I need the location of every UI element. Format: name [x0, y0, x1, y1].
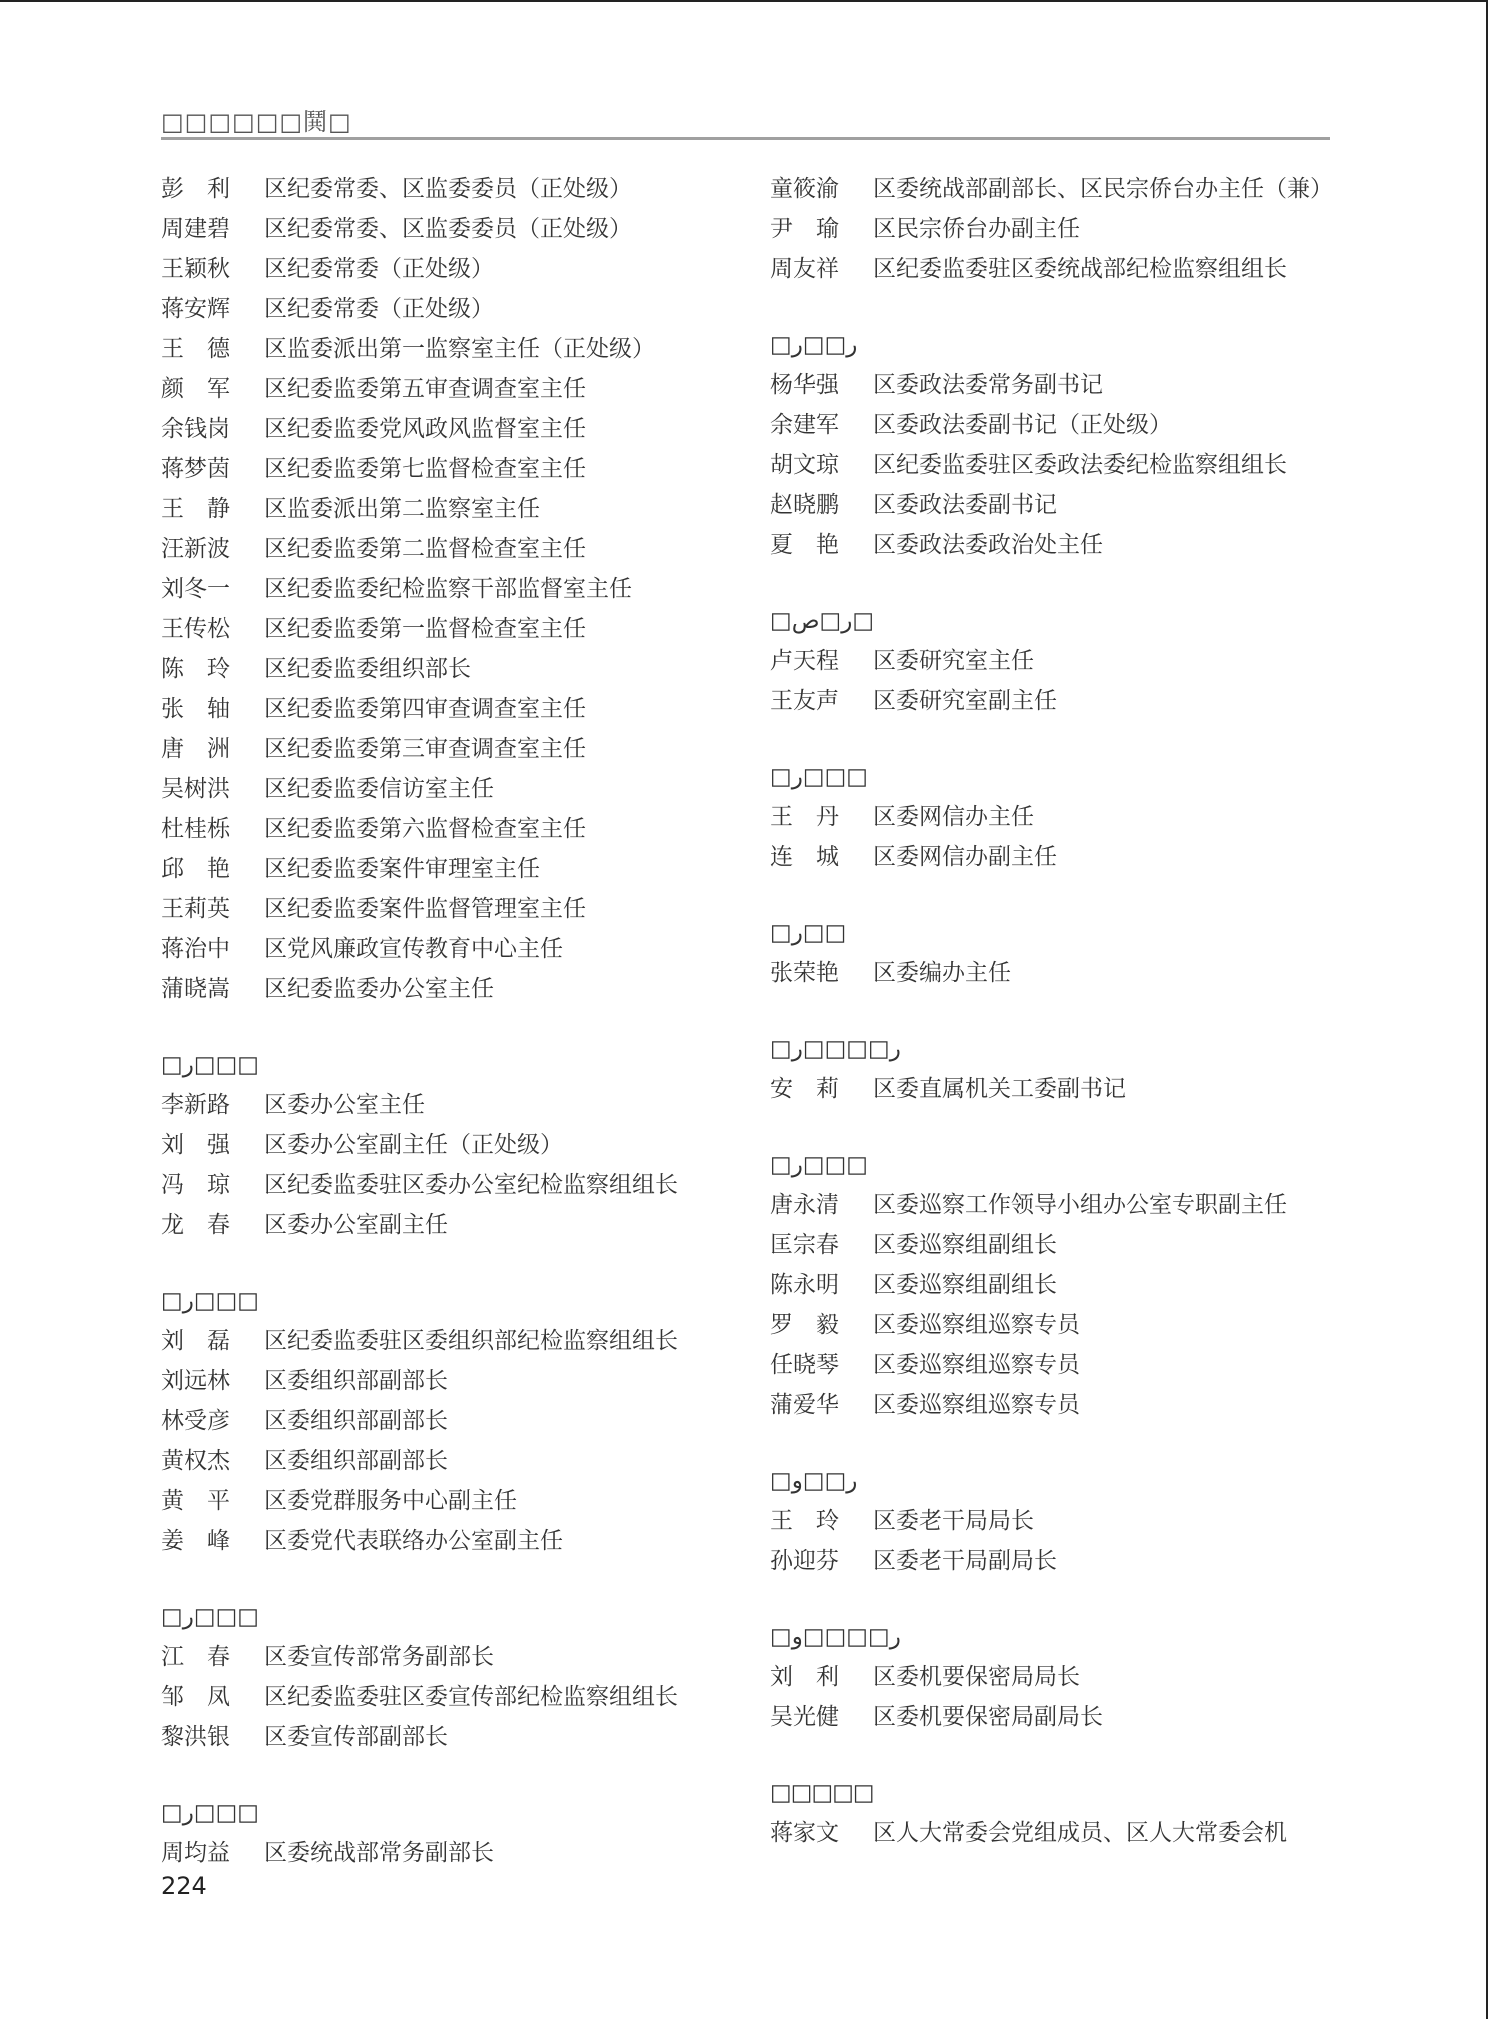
section: [161, 1793, 741, 1873]
person-post: 区委组织部副部长: [264, 1408, 448, 1434]
list-item: [161, 449, 741, 489]
section-title: □ر□□و: [770, 1468, 858, 1494]
section: [770, 1773, 1350, 1853]
list-item: [161, 649, 741, 689]
section: [770, 601, 1350, 721]
section-title: □ر□□□: [161, 1288, 260, 1314]
list-item: [770, 209, 1350, 249]
list-item: [161, 1165, 741, 1205]
person-name: 夏 艳: [770, 532, 839, 558]
person-name: 彭 利: [161, 176, 230, 202]
person-name: 蒲爱华: [770, 1392, 839, 1418]
list-item: [161, 289, 741, 329]
section: [770, 1461, 1350, 1581]
person-name: 王 德: [161, 336, 230, 362]
list-item: [770, 1813, 1350, 1853]
person-name: 唐 洲: [161, 736, 230, 762]
person-post: 区委网信办主任: [873, 804, 1034, 830]
list-item: [161, 1833, 741, 1873]
list-item: [770, 1069, 1350, 1109]
list-item: [161, 849, 741, 889]
list-item: [161, 1441, 741, 1481]
person-post: 区纪委监委第七监督检查室主任: [264, 456, 586, 482]
person-name: 尹 瑜: [770, 216, 839, 242]
person-post: 区委组织部副部长: [264, 1448, 448, 1474]
person-name: 冯 琼: [161, 1172, 230, 1198]
section-title: □□□□□: [770, 1780, 874, 1806]
person-post: 区纪委监委驻区委宣传部纪检监察组组长: [264, 1684, 678, 1710]
person-name: 邱 艳: [161, 856, 230, 882]
person-name: 江 春: [161, 1644, 230, 1670]
person-name: 余钱岗: [161, 416, 230, 442]
running-head: □□□□□□鬨□: [161, 108, 352, 136]
person-name: 连 城: [770, 844, 839, 870]
section: [770, 1145, 1350, 1425]
section: [161, 1281, 741, 1561]
list-item: [770, 365, 1350, 405]
section: [770, 169, 1350, 289]
person-post: 区委宣传部常务副部长: [264, 1644, 494, 1670]
person-name: 姜 峰: [161, 1528, 230, 1554]
list-item: [161, 1401, 741, 1441]
person-name: 童筱渝: [770, 176, 839, 202]
person-post: 区监委派出第二监察室主任: [264, 496, 540, 522]
person-post: 区委研究室副主任: [873, 688, 1057, 714]
list-item: [770, 641, 1350, 681]
list-item: [161, 1481, 741, 1521]
list-item: [770, 169, 1350, 209]
person-name: 周友祥: [770, 256, 839, 282]
list-item: [770, 405, 1350, 445]
section-title: □ر□□□□ر: [770, 1036, 901, 1062]
page-border-top: [0, 0, 1486, 2]
person-name: 卢天程: [770, 648, 839, 674]
person-post: 区委巡察组巡察专员: [873, 1352, 1080, 1378]
person-name: 刘 强: [161, 1132, 230, 1158]
person-post: 区纪委监委党风政风监督室主任: [264, 416, 586, 442]
list-item: [770, 1501, 1350, 1541]
list-item: [161, 1677, 741, 1717]
person-name: 刘冬一: [161, 576, 230, 602]
section: [770, 913, 1350, 993]
list-item: [770, 1225, 1350, 1265]
person-post: 区委研究室主任: [873, 648, 1034, 674]
person-name: 黄权杰: [161, 1448, 230, 1474]
person-post: 区纪委监委纪检监察干部监督室主任: [264, 576, 632, 602]
person-post: 区人大常委会党组成员、区人大常委会机: [873, 1820, 1287, 1846]
section: [161, 1045, 741, 1245]
person-name: 胡文琼: [770, 452, 839, 478]
person-post: 区纪委监委办公室主任: [264, 976, 494, 1002]
person-name: 蒋家文: [770, 1820, 839, 1846]
list-item: [161, 169, 741, 209]
list-item: [161, 1085, 741, 1125]
person-name: 刘远林: [161, 1368, 230, 1394]
list-item: [161, 889, 741, 929]
list-item: [161, 209, 741, 249]
list-item: [161, 929, 741, 969]
person-post: 区纪委监委第四审查调查室主任: [264, 696, 586, 722]
section: [161, 1597, 741, 1757]
person-post: 区纪委监委驻区委政法委纪检监察组组长: [873, 452, 1287, 478]
person-name: 孙迎芬: [770, 1548, 839, 1574]
person-name: 周建碧: [161, 216, 230, 242]
list-item: [161, 609, 741, 649]
person-name: 蒲晓嵩: [161, 976, 230, 1002]
right-column: [770, 169, 1350, 1853]
person-name: 余建军: [770, 412, 839, 438]
person-post: 区委政法委副书记: [873, 492, 1057, 518]
section-title: □ر□□□: [161, 1604, 260, 1630]
list-item: [161, 1521, 741, 1561]
person-name: 王传松: [161, 616, 230, 642]
person-name: 任晓琴: [770, 1352, 839, 1378]
person-post: 区纪委监委案件审理室主任: [264, 856, 540, 882]
list-item: [770, 953, 1350, 993]
person-name: 李新路: [161, 1092, 230, 1118]
person-name: 蒋梦茵: [161, 456, 230, 482]
person-name: 龙 春: [161, 1212, 230, 1238]
person-name: 赵晓鹏: [770, 492, 839, 518]
section-title: □ر□□□: [770, 1152, 869, 1178]
list-item: [770, 1305, 1350, 1345]
person-name: 蒋治中: [161, 936, 230, 962]
person-name: 蒋安辉: [161, 296, 230, 322]
person-name: 匡宗春: [770, 1232, 839, 1258]
section: [770, 757, 1350, 877]
list-item: [770, 1385, 1350, 1425]
person-name: 张 轴: [161, 696, 230, 722]
section-title: □ر□□□□و: [770, 1624, 901, 1650]
person-post: 区党风廉政宣传教育中心主任: [264, 936, 563, 962]
list-item: [161, 1205, 741, 1245]
person-post: 区委老干局副局长: [873, 1548, 1057, 1574]
person-post: 区委网信办副主任: [873, 844, 1057, 870]
person-post: 区委宣传部副部长: [264, 1724, 448, 1750]
person-post: 区委政法委常务副书记: [873, 372, 1103, 398]
person-post: 区委巡察组副组长: [873, 1272, 1057, 1298]
person-name: 杜桂栎: [161, 816, 230, 842]
list-item: [161, 809, 741, 849]
person-name: 黄 平: [161, 1488, 230, 1514]
list-item: [770, 249, 1350, 289]
list-item: [770, 1657, 1350, 1697]
person-name: 陈永明: [770, 1272, 839, 1298]
person-post: 区纪委监委第二监督检查室主任: [264, 536, 586, 562]
person-post: 区纪委监委第一监督检查室主任: [264, 616, 586, 642]
person-name: 王友声: [770, 688, 839, 714]
list-item: [770, 445, 1350, 485]
section: [161, 169, 741, 1009]
list-item: [770, 681, 1350, 721]
person-post: 区纪委监委驻区委组织部纪检监察组组长: [264, 1328, 678, 1354]
person-post: 区纪委监委第六监督检查室主任: [264, 816, 586, 842]
list-item: [770, 485, 1350, 525]
person-name: 周均益: [161, 1840, 230, 1866]
person-post: 区委巡察工作领导小组办公室专职副主任: [873, 1192, 1287, 1218]
list-item: [161, 1125, 741, 1165]
list-item: [161, 369, 741, 409]
list-item: [770, 1345, 1350, 1385]
section-title: □ر□□□: [161, 1052, 260, 1078]
person-name: 刘 利: [770, 1664, 839, 1690]
list-item: [161, 529, 741, 569]
list-item: [161, 409, 741, 449]
person-post: 区委直属机关工委副书记: [873, 1076, 1126, 1102]
list-item: [161, 1637, 741, 1677]
person-post: 区纪委监委信访室主任: [264, 776, 494, 802]
person-name: 王 丹: [770, 804, 839, 830]
person-name: 王 静: [161, 496, 230, 522]
person-post: 区委巡察组巡察专员: [873, 1312, 1080, 1338]
person-name: 邹 凤: [161, 1684, 230, 1710]
person-post: 区委统战部常务副部长: [264, 1840, 494, 1866]
person-name: 林受彦: [161, 1408, 230, 1434]
list-item: [161, 249, 741, 289]
person-name: 汪新波: [161, 536, 230, 562]
person-name: 刘 磊: [161, 1328, 230, 1354]
list-item: [161, 1321, 741, 1361]
person-post: 区民宗侨台办副主任: [873, 216, 1080, 242]
person-post: 区委机要保密局副局长: [873, 1704, 1103, 1730]
person-post: 区委巡察组副组长: [873, 1232, 1057, 1258]
person-name: 张荣艳: [770, 960, 839, 986]
list-item: [161, 489, 741, 529]
person-post: 区委老干局局长: [873, 1508, 1034, 1534]
person-name: 黎洪银: [161, 1724, 230, 1750]
person-name: 颜 军: [161, 376, 230, 402]
section: [770, 1617, 1350, 1737]
person-name: 王莉英: [161, 896, 230, 922]
list-item: [770, 1541, 1350, 1581]
list-item: [770, 1697, 1350, 1737]
person-name: 杨华强: [770, 372, 839, 398]
list-item: [161, 1717, 741, 1757]
list-item: [770, 797, 1350, 837]
list-item: [161, 729, 741, 769]
person-name: 王 玲: [770, 1508, 839, 1534]
person-post: 区委巡察组巡察专员: [873, 1392, 1080, 1418]
person-post: 区监委派出第一监察室主任（正处级）: [264, 336, 655, 362]
person-post: 区委党群服务中心副主任: [264, 1488, 517, 1514]
list-item: [770, 1265, 1350, 1305]
person-name: 安 莉: [770, 1076, 839, 1102]
person-name: 罗 毅: [770, 1312, 839, 1338]
section-title: □ر□ص□: [770, 608, 875, 634]
person-post: 区委政法委副书记（正处级）: [873, 412, 1172, 438]
person-post: 区委办公室主任: [264, 1092, 425, 1118]
list-item: [161, 689, 741, 729]
person-post: 区纪委常委、区监委委员（正处级）: [264, 216, 632, 242]
person-post: 区纪委常委（正处级）: [264, 296, 494, 322]
person-post: 区委机要保密局局长: [873, 1664, 1080, 1690]
person-name: 王颖秋: [161, 256, 230, 282]
section-title: □ر□□ر: [770, 332, 858, 358]
list-item: [161, 769, 741, 809]
page-number: 224: [161, 1872, 207, 1900]
person-post: 区委统战部副部长、区民宗侨台办主任（兼）: [873, 176, 1333, 202]
person-name: 陈 玲: [161, 656, 230, 682]
list-item: [770, 525, 1350, 565]
person-post: 区纪委常委（正处级）: [264, 256, 494, 282]
person-post: 区纪委监委驻区委统战部纪检监察组组长: [873, 256, 1287, 282]
header-rule: [161, 137, 1330, 140]
person-post: 区委办公室副主任（正处级）: [264, 1132, 563, 1158]
section-title: □ر□□□: [161, 1800, 260, 1826]
list-item: [161, 329, 741, 369]
person-post: 区委党代表联络办公室副主任: [264, 1528, 563, 1554]
person-post: 区纪委监委组织部长: [264, 656, 471, 682]
section: [770, 325, 1350, 565]
person-post: 区纪委监委驻区委办公室纪检监察组组长: [264, 1172, 678, 1198]
list-item: [770, 837, 1350, 877]
list-item: [161, 1361, 741, 1401]
list-item: [770, 1185, 1350, 1225]
person-post: 区纪委监委第五审查调查室主任: [264, 376, 586, 402]
section-title: □ر□□: [770, 920, 847, 946]
person-post: 区委编办主任: [873, 960, 1011, 986]
list-item: [161, 969, 741, 1009]
section-title: □ر□□□: [770, 764, 869, 790]
left-column: [161, 169, 741, 1873]
person-post: 区委组织部副部长: [264, 1368, 448, 1394]
person-name: 唐永清: [770, 1192, 839, 1218]
person-name: 吴光健: [770, 1704, 839, 1730]
person-name: 吴树洪: [161, 776, 230, 802]
person-post: 区委办公室副主任: [264, 1212, 448, 1238]
section: [770, 1029, 1350, 1109]
person-post: 区纪委常委、区监委委员（正处级）: [264, 176, 632, 202]
person-post: 区纪委监委第三审查调查室主任: [264, 736, 586, 762]
person-post: 区纪委监委案件监督管理室主任: [264, 896, 586, 922]
list-item: [161, 569, 741, 609]
person-post: 区委政法委政治处主任: [873, 532, 1103, 558]
